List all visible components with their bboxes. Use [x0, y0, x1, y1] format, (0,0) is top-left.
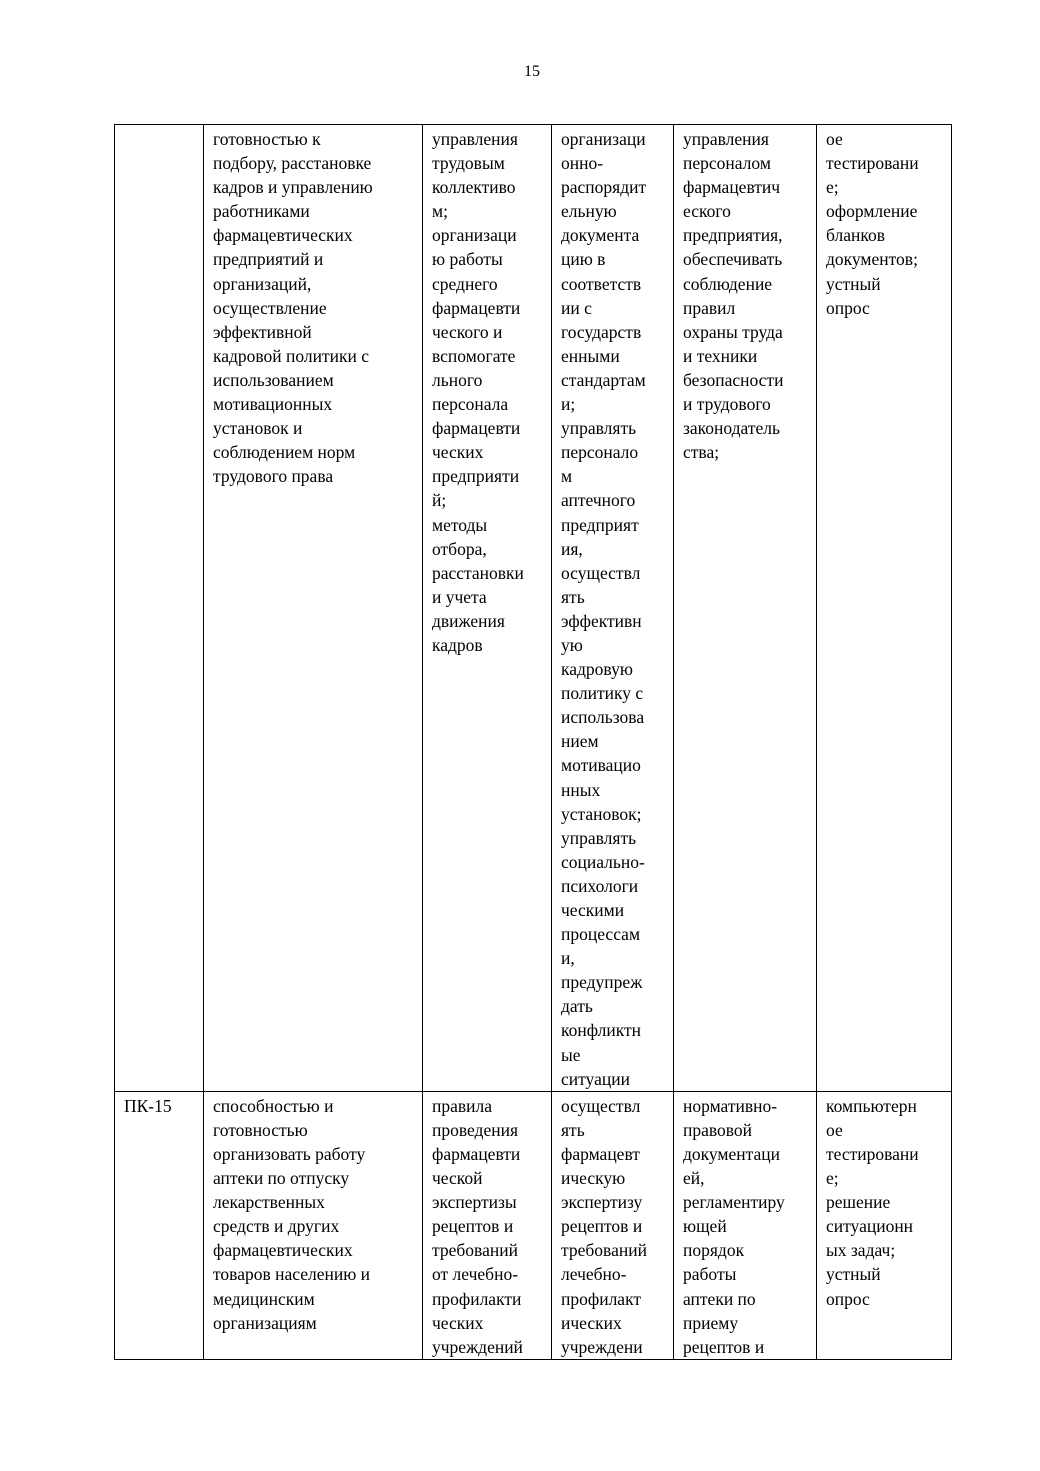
competence-code-cell: ПК-15: [115, 1091, 204, 1359]
own-cell: управления персоналом фармацевтич еского предприятия, обеспечивать соблюдение правил охраны труда и техники безопасности и трудового законодатель ства;: [674, 125, 817, 1092]
competence-code-cell: [115, 125, 204, 1092]
competence-description-cell: готовностью к подбору, расстановке кадров и управлению работниками фармацевтических предприятий и организаций, осуществление эффективной кадровой политики с использованием мотивационных установок и соблюдением норм трудового права: [204, 125, 423, 1092]
table-row: [115, 1091, 952, 1359]
assessment-cell: компьютерн ое тестировани е; решение ситуационн ых задач; устный опрос: [817, 1091, 952, 1359]
able-cell: осуществл ять фармацевт ическую экспертизу рецептов и требований лечебно- профилакт ических учреждени: [552, 1091, 674, 1359]
competence-table: [114, 124, 952, 1360]
table-row: [115, 125, 952, 1092]
competence-description-cell: способностью и готовностью организовать работу аптеки по отпуску лекарственных средств и других фармацевтических товаров населению и медицинским организациям: [204, 1091, 423, 1359]
assessment-cell: ое тестировани е; оформление бланков документов; устный опрос: [817, 125, 952, 1092]
know-cell: правила проведения фармацевти ческой экспертизы рецептов и требований от лечебно- профилакти ческих учреждений: [423, 1091, 552, 1359]
know-cell: управления трудовым коллективо м; организаци ю работы среднего фармацевти ческого и вспомогате льного персонала фармацевти ческих предприяти й; методы отбора, расстановки и учета движения кадров: [423, 125, 552, 1092]
own-cell: нормативно- правовой документаци ей, регламентиру ющей порядок работы аптеки по приему рецептов и: [674, 1091, 817, 1359]
page-number: 15: [524, 63, 540, 80]
able-cell: организаци онно- распорядит ельную документа цию в соответств ии с государств енными стандартам и; управлять персонало м аптечного предприят ия, осуществл ять эффективн ую кадровую политику с использова нием мотивацио нных установок; управлять социально- психологи ческими процессам и, предупреж дать конфликтн ые ситуации: [552, 125, 674, 1092]
